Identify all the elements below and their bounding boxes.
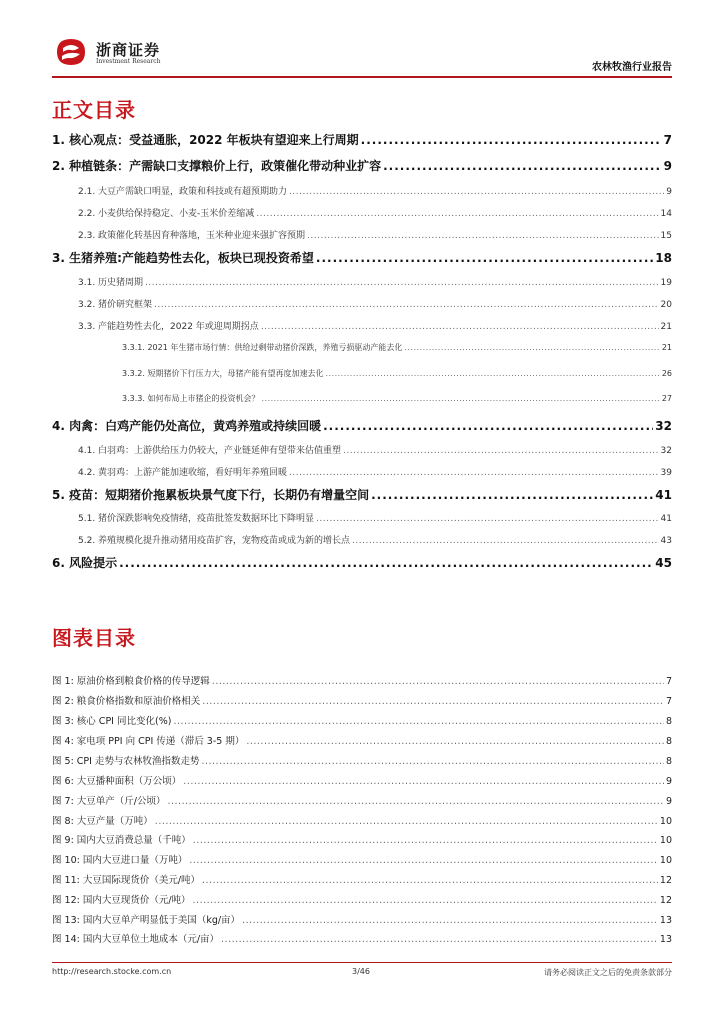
toc-leader	[183, 776, 664, 787]
toc-entry-text: 3.3.2. 短期猪价下行压力大，母猪产能有望再度加速去化	[122, 369, 324, 378]
figure-entry-page: 7	[665, 696, 672, 707]
toc-leader	[221, 934, 658, 945]
figure-entry-page: 13	[659, 934, 672, 945]
toc-leader	[193, 895, 658, 906]
toc-entry[interactable]	[52, 297, 672, 310]
toc-entry[interactable]	[52, 443, 672, 456]
figure-entry-text: 图 2: 粮食价格指数和原油价格相关	[52, 696, 201, 707]
toc-entry-page: 41	[660, 514, 672, 524]
toc-entry-text: 3.3.3. 如何布局上市猪企的投资机会？	[122, 394, 260, 403]
toc-leader	[316, 251, 653, 265]
figure-entry[interactable]	[52, 733, 672, 747]
toc-entry[interactable]	[52, 184, 672, 197]
toc-entry-page: 9	[666, 187, 672, 197]
figure-entry-page: 13	[659, 915, 672, 926]
figure-entry-text: 图 6: 大豆播种面积（万公顷）	[52, 776, 182, 787]
toc-entry-text: 3.1. 历史猪周期	[78, 278, 144, 288]
toc-leader	[202, 875, 658, 886]
toc-leader	[201, 756, 663, 767]
figure-entry[interactable]	[52, 892, 672, 906]
toc-entry[interactable]	[52, 249, 672, 266]
toc-entry-page: 20	[660, 300, 672, 310]
header-divider	[52, 76, 672, 78]
figure-entry-text: 图 14: 国内大豆单位土地成本（元/亩）	[52, 934, 220, 945]
toc-entry[interactable]	[52, 157, 672, 174]
toc-entry-text: 3.2. 猪价研究框架	[78, 300, 153, 310]
toc-leader	[307, 231, 659, 241]
toc-entry-page: 18	[655, 251, 672, 265]
figure-entry-text: 图 3: 核心 CPI 同比变化(%)	[52, 716, 172, 727]
toc-leader	[261, 394, 659, 403]
toc-leader	[119, 556, 653, 570]
figure-entry-text: 图 4: 家电项 PPI 向 CPI 传递（滞后 3-5 期）	[52, 736, 245, 747]
footer-disclaimer: 请务必阅读正文之后的免责条款部分	[544, 968, 672, 977]
footer-url[interactable]: http://research.stocke.com.cn	[52, 967, 172, 976]
toc-entry[interactable]	[52, 319, 672, 332]
figure-entry[interactable]	[52, 773, 672, 787]
toc-entry[interactable]	[52, 393, 672, 404]
toc-leader	[193, 835, 658, 846]
page-header	[52, 36, 672, 76]
toc-entry-text: 3.3. 产能趋势性去化，2022 年或迎周期拐点	[78, 322, 259, 332]
toc-leader	[323, 419, 653, 433]
figure-entry-text: 图 8: 大豆产量（万吨）	[52, 816, 153, 827]
toc-entry[interactable]	[52, 342, 672, 353]
figure-entry-page: 8	[665, 736, 672, 747]
toc-entry-page: 32	[660, 446, 672, 456]
figure-entry[interactable]	[52, 793, 672, 807]
figure-entry-text: 图 7: 大豆单产（斤/公顷）	[52, 796, 166, 807]
toc-entry-text: 3.3.1. 2021 年生猪市场行情：供给过剩带动猪价深跌，养殖亏损驱动产能去化	[122, 343, 403, 352]
toc-leader	[261, 322, 659, 332]
toc-entry[interactable]	[52, 275, 672, 288]
toc-entry-text: 4. 肉禽：白鸡产能仍处高位，黄鸡养殖或持续回暖	[52, 419, 322, 433]
figure-entry[interactable]	[52, 753, 672, 767]
toc-leader	[289, 187, 664, 197]
toc-entry-page: 41	[655, 488, 672, 502]
figure-entry-page: 10	[659, 816, 672, 827]
toc-entry[interactable]	[52, 533, 672, 546]
toc-entry-text: 5.2. 养殖规模化提升推动猪用疫苗扩容，宠物疫苗或成为新的增长点	[78, 536, 351, 546]
toc-leader	[371, 488, 653, 502]
figure-entry[interactable]	[52, 713, 672, 727]
toc-entry[interactable]	[52, 465, 672, 478]
toc-entry-text: 4.1. 白羽鸡：上游供给压力仍较大，产业链延伸有望带来估值重塑	[78, 446, 342, 456]
toc-entry[interactable]	[52, 228, 672, 241]
toc-leader	[202, 696, 664, 707]
toc-entry-page: 14	[660, 209, 672, 219]
toc-leader	[173, 716, 664, 727]
toc-leader	[361, 133, 662, 147]
toc-leader	[189, 855, 658, 866]
figure-entry-page: 12	[659, 875, 672, 886]
figure-entry-text: 图 10: 国内大豆进口量（万吨）	[52, 855, 188, 866]
footer-divider	[52, 962, 672, 963]
figure-entry-page: 8	[665, 756, 672, 767]
toc-entry[interactable]	[52, 206, 672, 219]
toc-entry-page: 7	[663, 133, 672, 147]
figure-entry-text: 图 1: 原油价格到粮食价格的传导逻辑	[52, 676, 210, 687]
figure-entry-text: 图 9: 国内大豆消费总量（千吨）	[52, 835, 191, 846]
toc-leader	[212, 676, 664, 687]
toc-leader	[256, 209, 658, 219]
figure-entry-page: 9	[665, 796, 672, 807]
toc-entry-page: 21	[661, 343, 672, 352]
logo-english-name: Investment Research	[96, 58, 161, 65]
figure-entry-page: 8	[665, 716, 672, 727]
figure-entry-page: 10	[659, 855, 672, 866]
toc-entry-page: 39	[660, 468, 672, 478]
report-type-label: 农林牧渔行业报告	[592, 62, 672, 73]
logo-icon	[54, 36, 88, 68]
toc-entry-text: 5. 疫苗：短期猪价拖累板块景气度下行，长期仍有增量空间	[52, 488, 370, 502]
toc-entry-text: 1. 核心观点：受益通胀，2022 年板块有望迎来上行周期	[52, 133, 359, 147]
toc-leader	[168, 796, 664, 807]
figure-entry-page: 10	[659, 835, 672, 846]
toc-leader	[404, 343, 659, 352]
figure-entry-text: 图 11: 大豆国际现货价（美元/吨）	[52, 875, 201, 886]
figure-entry-page: 7	[665, 676, 672, 687]
toc-leader	[383, 159, 662, 173]
toc-leader	[155, 816, 658, 827]
toc-leader	[154, 300, 659, 310]
toc-entry-text: 2.2. 小麦供给保持稳定、小麦-玉米价差缩减	[78, 209, 255, 219]
toc-entry-text: 2.1. 大豆产需缺口明显，政策和科技或有超预期助力	[78, 187, 288, 197]
figure-entry[interactable]	[52, 693, 672, 707]
figure-entry-page: 12	[659, 895, 672, 906]
toc-entry-text: 5.1. 猪价深跌影响免疫情绪，疫苗批签发数据环比下降明显	[78, 514, 315, 524]
figure-entry[interactable]	[52, 673, 672, 687]
toc-leader	[343, 446, 659, 456]
toc-entry-page: 26	[661, 369, 672, 378]
figure-entry[interactable]	[52, 852, 672, 866]
toc-entry-text: 3. 生猪养殖:产能趋势性去化，板块已现投资希望	[52, 251, 314, 265]
toc-entry[interactable]	[52, 417, 672, 434]
figure-entry[interactable]	[52, 912, 672, 926]
figure-entry[interactable]	[52, 813, 672, 827]
toc-entry-page: 15	[660, 231, 672, 241]
figure-list-title: 图表目录	[52, 626, 136, 650]
toc-entry-page: 27	[661, 394, 672, 403]
page-number: 3/46	[352, 967, 370, 976]
toc-title: 正文目录	[52, 98, 136, 122]
logo-chinese-name: 浙商证券	[96, 41, 161, 59]
toc-leader	[289, 468, 659, 478]
figure-entry-text: 图 12: 国内大豆现货价（元/吨）	[52, 895, 191, 906]
toc-entry-page: 19	[660, 278, 672, 288]
toc-entry[interactable]	[52, 131, 672, 148]
toc-leader	[325, 369, 659, 378]
toc-entry-page: 45	[655, 556, 672, 570]
toc-entry-text: 2.3. 政策催化转基因育种落地，玉米种业迎来强扩容预期	[78, 231, 306, 241]
toc-leader	[246, 736, 664, 747]
toc-entry-page: 9	[663, 159, 672, 173]
toc-entry-text: 2. 种植链条：产需缺口支撑粮价上行，政策催化带动种业扩容	[52, 159, 382, 173]
figure-entry[interactable]	[52, 872, 672, 886]
toc-entry-page: 32	[655, 419, 672, 433]
toc-entry[interactable]	[52, 554, 672, 571]
toc-leader	[145, 278, 659, 288]
toc-entry[interactable]	[52, 511, 672, 524]
toc-entry-page: 21	[660, 322, 672, 332]
toc-leader	[242, 915, 658, 926]
toc-entry-text: 4.2. 黄羽鸡：上游产能加速收缩，看好明年养殖回暖	[78, 468, 288, 478]
toc-entry[interactable]	[52, 486, 672, 503]
toc-leader	[316, 514, 659, 524]
figure-entry[interactable]	[52, 931, 672, 945]
figure-entry-page: 9	[665, 776, 672, 787]
figure-entry-text: 图 13: 国内大豆单产明显低于美国（kg/亩）	[52, 915, 241, 926]
toc-leader	[352, 536, 659, 546]
toc-entry-page: 43	[660, 536, 672, 546]
figure-entry-text: 图 5: CPI 走势与农林牧渔指数走势	[52, 756, 200, 767]
toc-entry[interactable]	[52, 368, 672, 379]
figure-entry[interactable]	[52, 832, 672, 846]
toc-entry-text: 6. 风险提示	[52, 556, 118, 570]
